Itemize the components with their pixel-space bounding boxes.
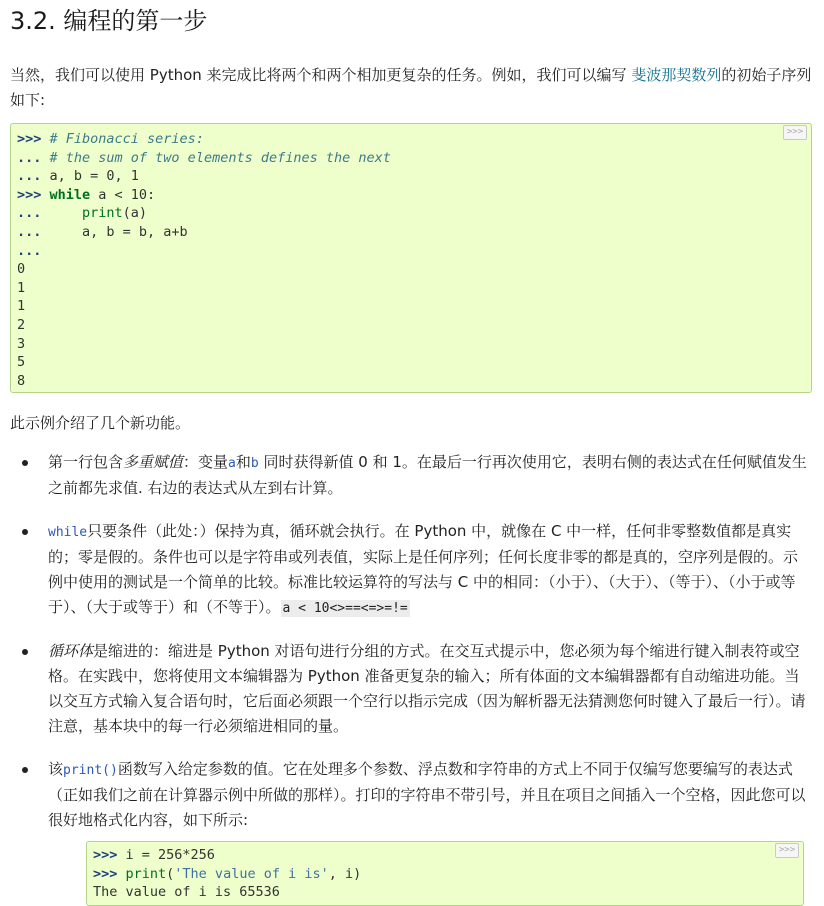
- features-list: [10, 450, 812, 906]
- term-loop-body: 循环体: [48, 642, 94, 660]
- output-line: 0: [17, 261, 26, 278]
- code-comparison-operators: a < 10<>==<=>=!=: [282, 601, 408, 616]
- list-item-multiple-assignment: 第一行包含多重赋值：变量a和b 同时获得新值 0 和 1。在最后一行再次使用它，表明右侧的表达式在任何赋值发生之前都先求值. 右边的表达式从左到右计算。: [48, 450, 812, 501]
- toggle-prompt-button[interactable]: >>>: [783, 125, 807, 140]
- output-line: 8: [17, 372, 26, 389]
- term-multiple-assignment: 多重赋值: [123, 453, 184, 471]
- code-a: a: [228, 456, 236, 471]
- code-print[interactable]: print(): [63, 763, 118, 778]
- list-item-loop-body: 循环体是缩进的：缩进是 Python 对语句进行分组的方式。在交互式提示中，您必须为每个缩进行键入制表符或空格。在实践中，您将使用文本编辑器为 Python 准备更复杂的输入；所有体面的文本编辑器都有自动缩进功能。当以交互方式输入复合语句时，它后面必须跟一个空行以指示完成（因为解析器无法猜测您何时键入了最后一行）。请注意，基本块中的每一行必须缩进相同的量。: [48, 639, 812, 739]
- output-line: 5: [17, 354, 26, 371]
- list-item-while-loop: while只要条件（此处：）保持为真，循环就会执行。在 Python 中，就像在 C 中一样，任何非零整数值都是真实的；零是假的。条件也可以是字符串或列表值，实际上是任何序列；任何长度非零的都是真的，空序列是假的。示例中使用的测试是一个简单的比较。标准比较运算符的写法与 C 中的相同：（小于）、（大于）、（等于）、（小于或等于）、（大于或等于）和（不等于）。 a < 10<>==<=>=!=: [48, 519, 812, 621]
- fibonacci-link[interactable]: 斐波那契数列: [631, 66, 722, 84]
- code-while[interactable]: while: [48, 525, 88, 540]
- toggle-prompt-button[interactable]: >>>: [775, 843, 799, 858]
- output-line: 1: [17, 279, 26, 296]
- intro-text-after: 的初始子序列 如下:: [10, 66, 812, 109]
- features-lead: 此示例介绍了几个新功能。: [10, 414, 191, 432]
- code-b: b: [250, 456, 259, 471]
- fibonacci-code-block: >>> >>> # Fibonacci series: ... # the sum of two elements defines the next ... a, b = 0, 1 >>> while a < 10: ... print(a) ... a, b = b, a+b ... 0 1 1 2 3 5 8: [10, 123, 812, 393]
- output-line: The value of i is 65536: [93, 884, 280, 901]
- list-item-print-function: 该print()函数写入给定参数的值。它在处理多个参数、浮点数和字符串的方式上不同于仅编写您要编写的表达式（正如我们之前在计算器示例中所做的那样）。打印的字符串不带引号，并且在项目之间插入一个空格，因此您可以很好地格式化内容，如下所示: >>> >>> i = 256*256 >>> print('The value of i is', i) The value of i is 65536: [48, 757, 812, 906]
- builtin-print: print: [82, 205, 123, 222]
- builtin-print: print: [125, 865, 167, 882]
- section-title: 3.2. 编程的第一步: [10, 7, 208, 35]
- output-line: 3: [17, 335, 26, 352]
- output-line: 1: [17, 298, 26, 315]
- output-line: 2: [17, 316, 26, 333]
- code-comment: # Fibonacci series:: [49, 131, 204, 147]
- intro-text-before: 当然，我们可以使用 Python 来完成比将两个和两个相加更复杂的任务。例如，我们可以编写: [10, 66, 632, 84]
- string-literal: 'The value of i is': [174, 865, 329, 882]
- print-example-code-block: >>> >>> i = 256*256 >>> print('The value of i is', i) The value of i is 65536: [86, 841, 804, 906]
- keyword-while: while: [49, 186, 91, 203]
- intro-paragraph: [10, 63, 812, 113]
- code-comment: # the sum of two elements defines the next: [49, 149, 391, 166]
